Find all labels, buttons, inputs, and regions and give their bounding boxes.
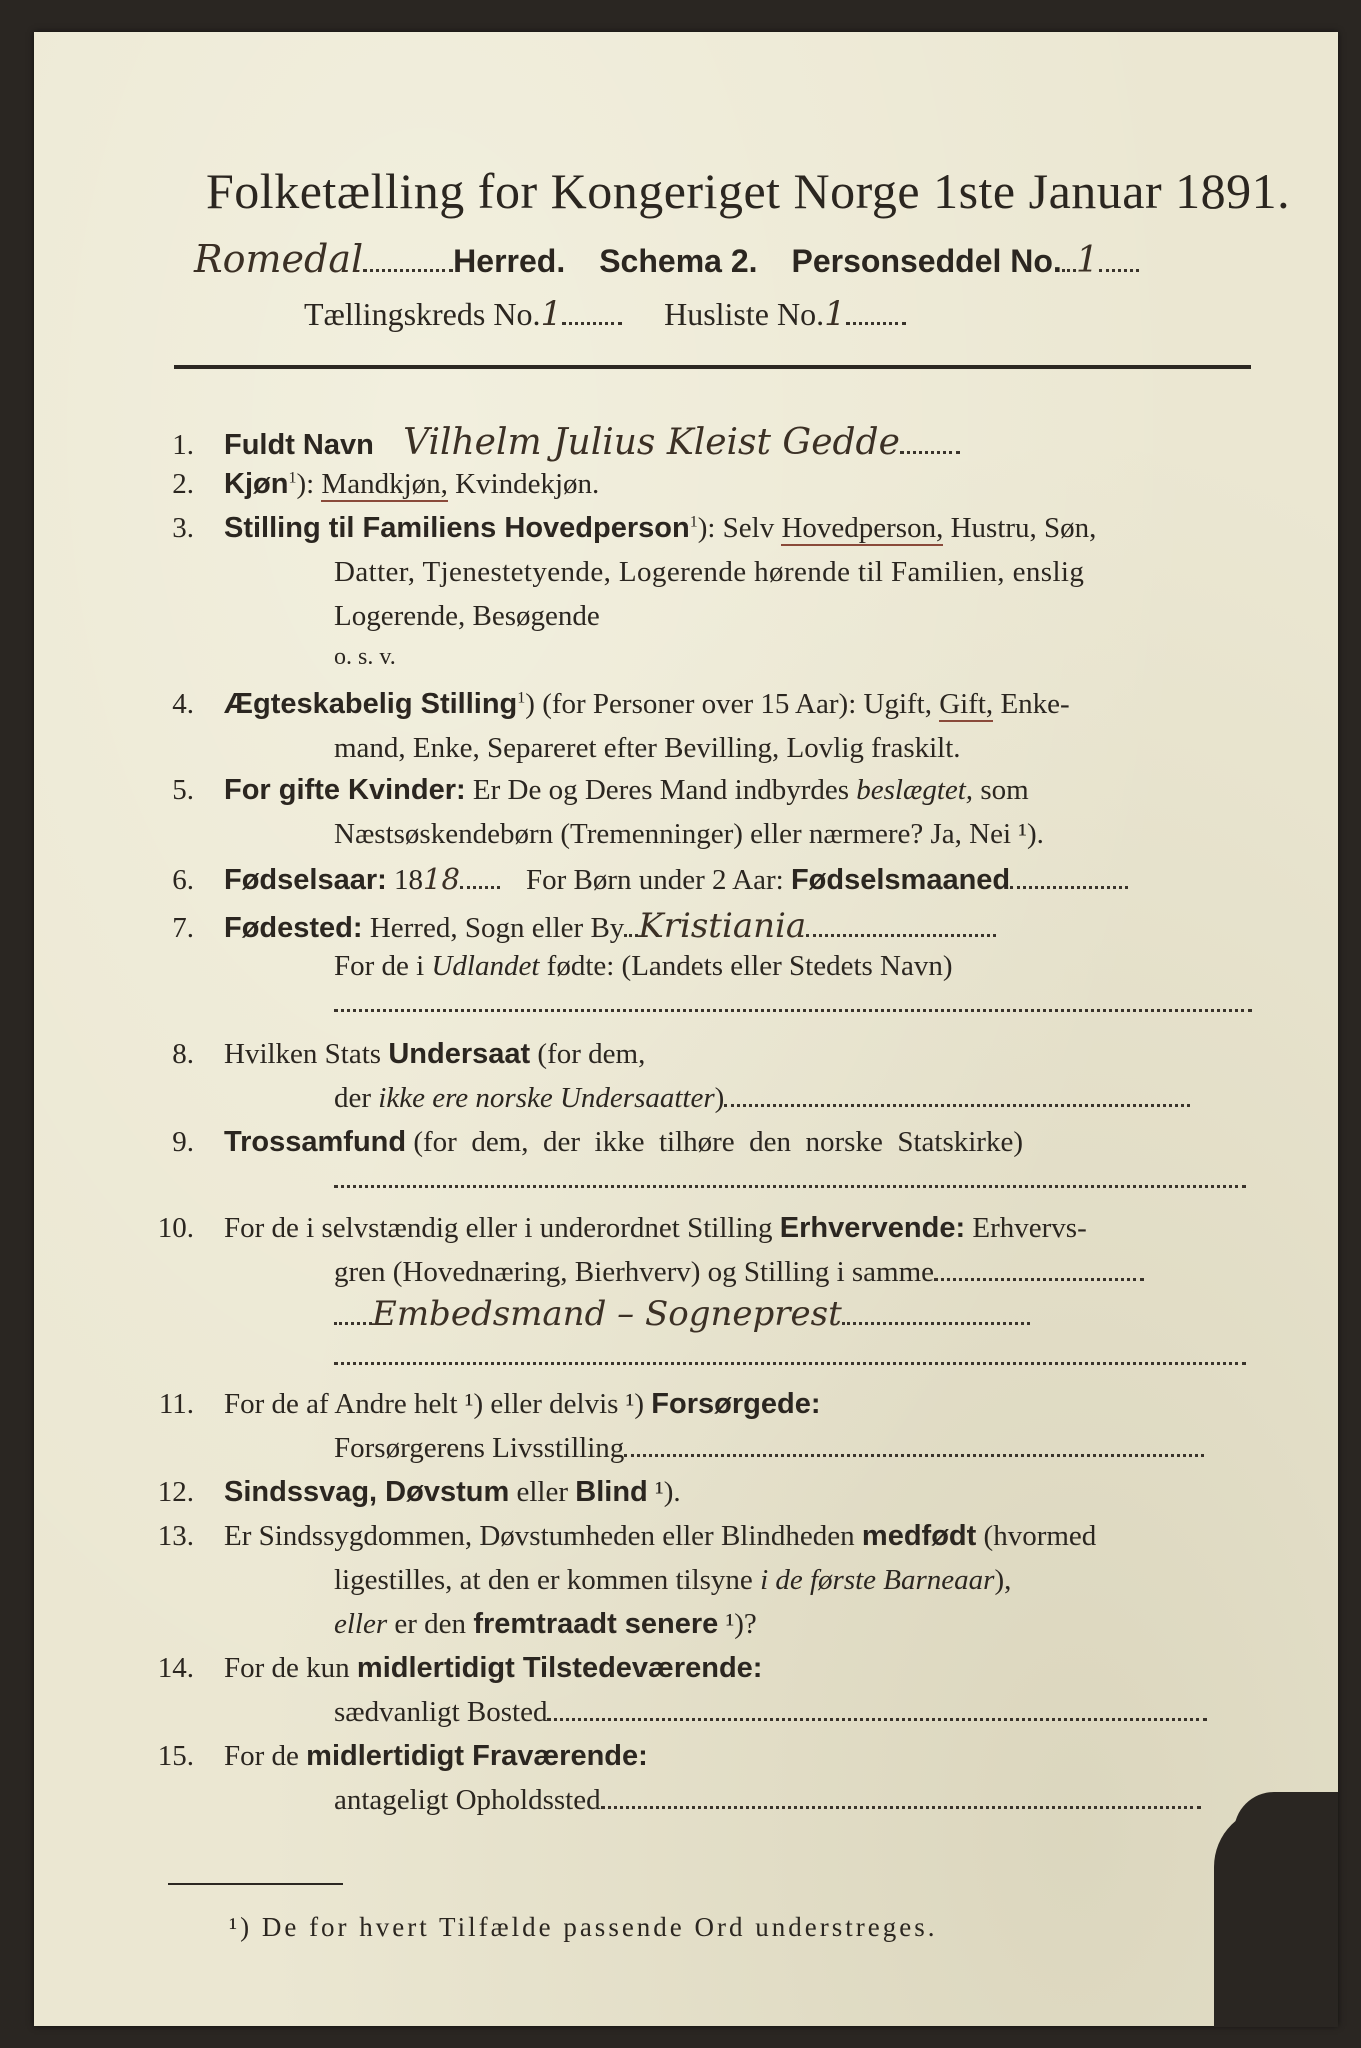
item-9-blank-line — [334, 1185, 1246, 1188]
item-14: 14. For de kun midlertidigt Tilstedeværende: — [157, 1652, 763, 1684]
item-1: 1. Fuldt Navn Vilhelm Julius Kleist Gedde — [144, 422, 960, 463]
item-3-line-2: Datter, Tjenestetyende, Logerende hørende til Familien, enslig — [334, 556, 1085, 588]
item-8: 8. Hvilken Stats Undersaat (for dem, — [172, 1038, 646, 1070]
item-5-line-2: Næstsøskendebørn (Tremenninger) eller nærmere? Ja, Nei ¹). — [334, 818, 1044, 850]
item-10: 10. For de i selvstændig eller i underordnet Stilling Erhvervende: Erhvervs- — [157, 1212, 1087, 1244]
item-2: 2. Kjøn$^1$): Mandkjøn, Kvindekjøn. — [172, 468, 600, 500]
option-mandkjon: Mandkjøn, — [321, 468, 448, 500]
item-11: 11. For de af Andre helt ¹) eller delvis ¹) Forsørgede: — [158, 1388, 821, 1420]
item-3: 3. Stilling til Familiens Hovedperson$^1$): Selv Hovedperson, Hustru, Søn, — [172, 512, 1097, 544]
item-8-line-2: der ikke ere norske Undersaatter) — [334, 1082, 1190, 1115]
item-1-label: Fuldt Navn — [224, 429, 374, 461]
kreds-value: 1 — [540, 294, 563, 334]
occupation-value: Embedsmand – Sogneprest — [372, 1294, 842, 1334]
census-form-sheet — [34, 32, 1338, 2026]
birthplace-value: Kristiania — [638, 906, 807, 946]
item-3-line-4: o. s. v. — [334, 644, 396, 670]
herred-value: Romedal — [194, 237, 364, 281]
item-7: 7. Fødested: Herred, Sogn eller By Kristiania — [144, 906, 996, 946]
herred-label: Herred. — [453, 243, 566, 279]
personseddel-label: Personseddel No. — [791, 243, 1062, 279]
torn-corner — [1214, 1807, 1338, 2027]
item-6: 6. Fødselsaar: 1818 For Børn under 2 Aar: Fødselsmaaned — [144, 862, 1128, 897]
item-5: 5. For gifte Kvinder: Er De og Deres Mand indbyrdes beslægtet, som — [172, 774, 1029, 806]
header-rule — [174, 365, 1251, 369]
item-7-line-2: For de i Udlandet fødte: (Landets eller Stedets Navn) — [334, 950, 953, 982]
husliste-value: 1 — [824, 294, 846, 334]
footnote-text: ¹) De for hvert Tilfælde passende Ord understreges. — [229, 1912, 938, 1942]
option-hovedperson: Hovedperson, — [781, 512, 944, 544]
kreds-label: Tællingskreds No. — [304, 296, 541, 332]
item-3-line-3: Logerende, Besøgende — [334, 600, 600, 632]
item-4-line-2: mand, Enke, Separeret efter Bevilling, Lovlig fraskilt. — [334, 732, 961, 764]
footnote-rule — [168, 1883, 343, 1885]
item-14-line-2: sædvanligt Bosted — [334, 1696, 1207, 1729]
header-line-2 — [304, 294, 906, 334]
option-gift: Gift, — [939, 688, 994, 720]
form-title: Folketælling for Kongeriget Norge 1ste Januar 1891. — [206, 163, 1291, 219]
item-12: 12. Sindssvag, Døvstum eller Blind ¹). — [157, 1476, 681, 1508]
item-10-blank-line — [334, 1362, 1246, 1365]
item-13: 13. Er Sindssygdommen, Døvstumheden eller Blindheden medfødt (hvormed — [157, 1520, 1097, 1552]
item-13-line-2: ligestilles, at den er kommen tilsyne i de første Barneaar), — [334, 1564, 1012, 1596]
schema-label: Schema 2. — [599, 243, 758, 279]
birth-year-value: 18 — [423, 862, 460, 896]
husliste-label: Husliste No. — [664, 296, 825, 332]
item-10-line-2: gren (Hovednæring, Bierhverv) og Stilling i samme — [334, 1256, 1144, 1289]
item-15: 15. For de midlertidigt Fraværende: — [157, 1740, 648, 1772]
item-9: 9. Trossamfund (for dem, der ikke tilhøre den norske Statskirke) — [172, 1126, 1023, 1158]
item-13-line-3: eller er den fremtraadt senere ¹)? — [334, 1608, 757, 1640]
item-10-line-3 — [334, 1294, 1030, 1334]
full-name-value: Vilhelm Julius Kleist Gedde — [403, 422, 900, 463]
item-7-blank-line — [334, 1009, 1252, 1012]
item-15-line-2: antageligt Opholdssted — [334, 1784, 1201, 1817]
personseddel-value: 1 — [1075, 240, 1099, 281]
item-11-line-2: Forsørgerens Livsstilling — [334, 1432, 1204, 1465]
item-4: 4. Ægteskabelig Stilling$^1$) (for Personer over 15 Aar): Ugift, Gift, Enke- — [172, 688, 1070, 720]
header-line-1 — [194, 237, 1139, 281]
